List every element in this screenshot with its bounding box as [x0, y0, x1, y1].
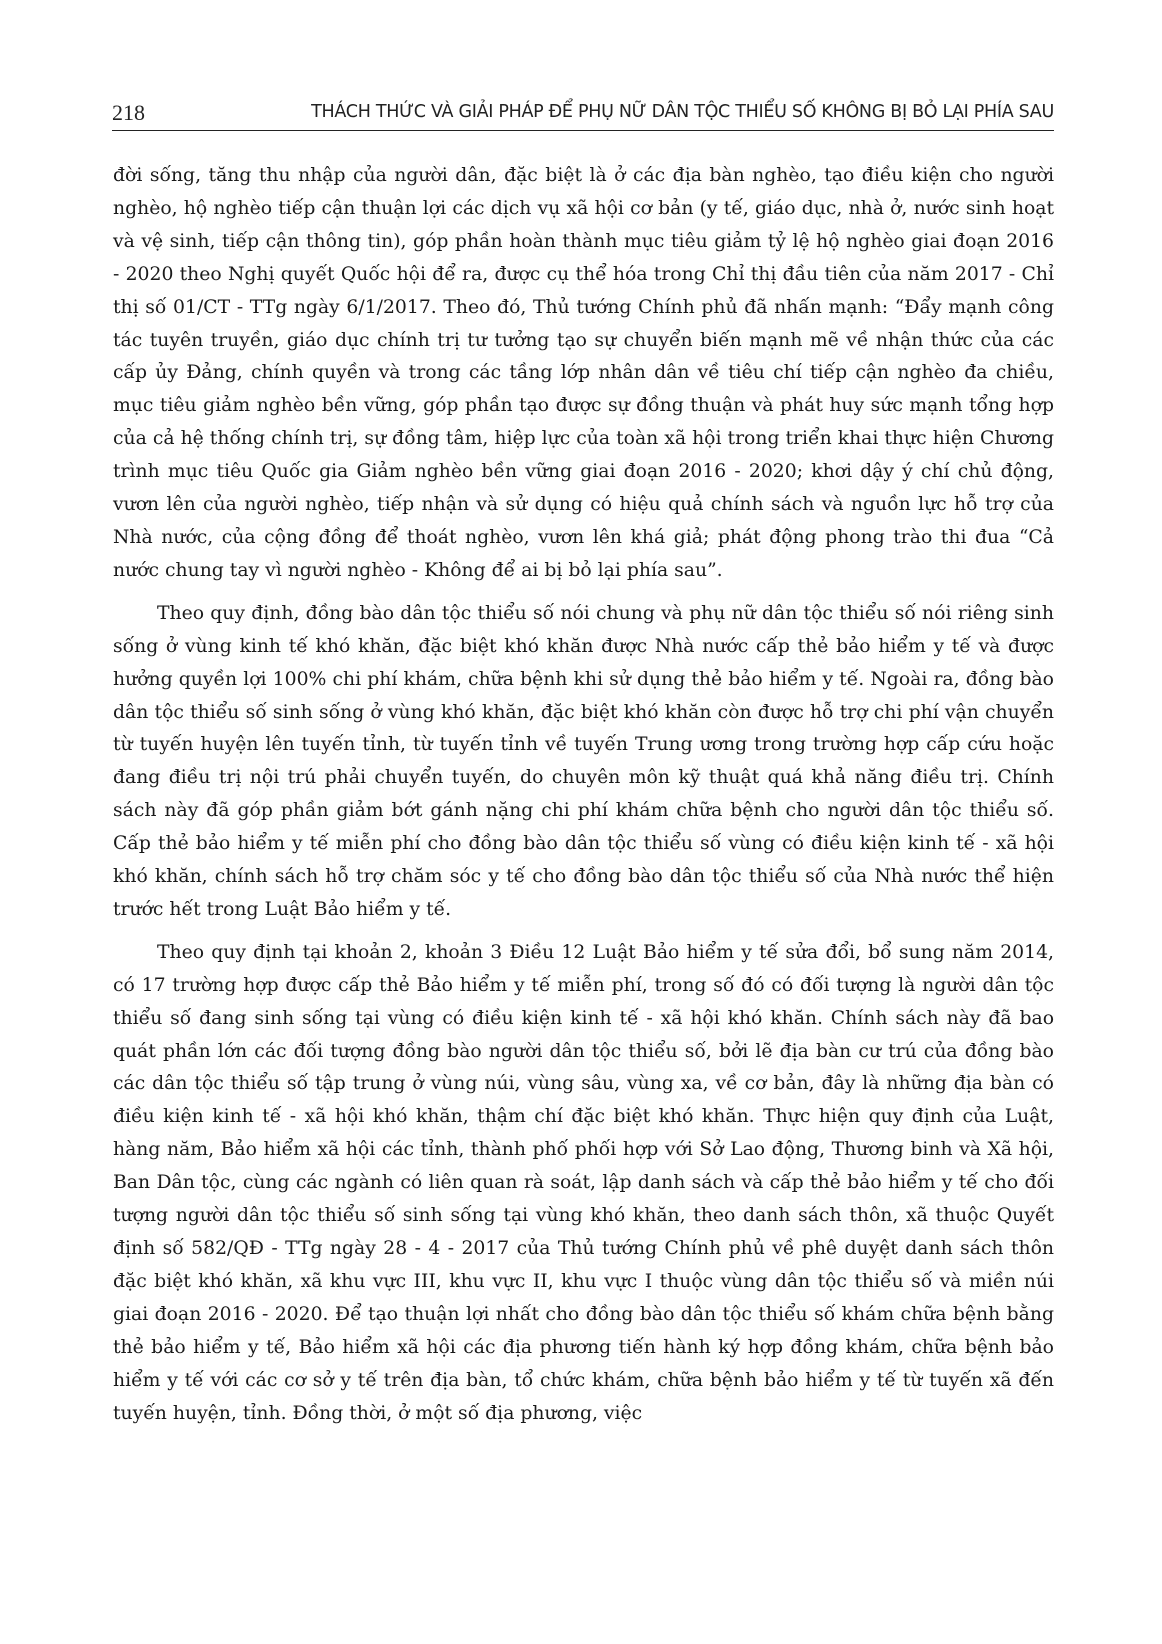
running-header	[112, 96, 1054, 131]
page-number: 218	[112, 100, 145, 125]
body-text	[113, 160, 1054, 1430]
paragraph-insurance-law-article-12: Theo quy định tại khoản 2, khoản 3 Điều 12 Luật Bảo hiểm y tế sửa đổi, bổ sung năm 2014, có 17 trường hợp được cấp thẻ Bảo hiểm y tế miễn phí, trong số đó có đối tượng là người dân tộc thiểu số đang sinh sống tại vùng có điều kiện kinh tế - xã hội khó khăn. Chính sách này đã bao quát phần lớn các đối tượng đồng bào người dân tộc thiểu số, bởi lẽ địa bàn cư trú của đồng bào các dân tộc thiểu số tập trung ở vùng núi, vùng sâu, vùng xa, về cơ bản, đây là những địa bàn có điều kiện kinh tế - xã hội khó khăn, thậm chí đặc biệt khó khăn. Thực hiện quy định của Luật, hàng năm, Bảo hiểm xã hội các tỉnh, thành phố phối hợp với Sở Lao động, Thương binh và Xã hội, Ban Dân tộc, cùng các ngành có liên quan rà soát, lập danh sách và cấp thẻ bảo hiểm y tế cho đối tượng người dân tộc thiểu số sinh sống tại vùng khó khăn, theo danh sách thôn, xã thuộc Quyết định số 582/QĐ - TTg ngày 28 - 4 - 2017 của Thủ tướng Chính phủ về phê duyệt danh sách thôn đặc biệt khó khăn, xã khu vực III, khu vực II, khu vực I thuộc vùng dân tộc thiểu số và miền núi giai đoạn 2016 - 2020. Để tạo thuận lợi nhất cho đồng bào dân tộc thiểu số khám chữa bệnh bằng thẻ bảo hiểm y tế, Bảo hiểm xã hội các địa phương tiến hành ký hợp đồng khám, chữa bệnh bảo hiểm y tế với các cơ sở y tế trên địa bàn, tổ chức khám, chữa bệnh bảo hiểm y tế từ tuyến xã đến tuyến huyện, tỉnh. Đồng thời, ở một số địa phương, việc	[113, 941, 1054, 1424]
paragraph-health-insurance-policy: Theo quy định, đồng bào dân tộc thiểu số nói chung và phụ nữ dân tộc thiểu số nói riêng sinh sống ở vùng kinh tế khó khăn, đặc biệt khó khăn được Nhà nước cấp thẻ bảo hiểm y tế và được hưởng quyền lợi 100% chi phí khám, chữa bệnh khi sử dụng thẻ bảo hiểm y tế. Ngoài ra, đồng bào dân tộc thiểu số sinh sống ở vùng khó khăn, đặc biệt khó khăn còn được hỗ trợ chi phí vận chuyển từ tuyến huyện lên tuyến tỉnh, từ tuyến tỉnh về tuyến Trung ương trong trường hợp cấp cứu hoặc đang điều trị nội trú phải chuyển tuyến, do chuyên môn kỹ thuật quá khả năng điều trị. Chính sách này đã góp phần giảm bớt gánh nặng chi phí khám chữa bệnh cho người dân tộc thiểu số. Cấp thẻ bảo hiểm y tế miễn phí cho đồng bào dân tộc thiểu số vùng có điều kiện kinh tế - xã hội khó khăn, chính sách hỗ trợ chăm sóc y tế cho đồng bào dân tộc thiểu số của Nhà nước thể hiện trước hết trong Luật Bảo hiểm y tế.	[113, 602, 1054, 920]
running-title: THÁCH THỨC VÀ GIẢI PHÁP ĐỂ PHỤ NỮ DÂN TỘC THIỂU SỐ KHÔNG BỊ BỎ LẠI PHÍA SAU	[311, 102, 1054, 122]
paragraph-continuation: đời sống, tăng thu nhập của người dân, đặc biệt là ở các địa bàn nghèo, tạo điều kiện cho người nghèo, hộ nghèo tiếp cận thuận lợi các dịch vụ xã hội cơ bản (y tế, giáo dục, nhà ở, nước sinh hoạt và vệ sinh, tiếp cận thông tin), góp phần hoàn thành mục tiêu giảm tỷ lệ hộ nghèo giai đoạn 2016 - 2020 theo Nghị quyết Quốc hội để ra, được cụ thể hóa trong Chỉ thị đầu tiên của năm 2017 - Chỉ thị số 01/CT - TTg ngày 6/1/2017. Theo đó, Thủ tướng Chính phủ đã nhấn mạnh: “Đẩy mạnh công tác tuyên truyền, giáo dục chính trị tư tưởng tạo sự chuyển biến mạnh mẽ về nhận thức của các cấp ủy Đảng, chính quyền và trong các tầng lớp nhân dân về tiêu chí tiếp cận nghèo đa chiều, mục tiêu giảm nghèo bền vững, góp phần tạo được sự đồng thuận và phát huy sức mạnh tổng hợp của cả hệ thống chính trị, sự đồng tâm, hiệp lực của toàn xã hội trong triển khai thực hiện Chương trình mục tiêu Quốc gia Giảm nghèo bền vững giai đoạn 2016 - 2020; khơi dậy ý chí chủ động, vươn lên của người nghèo, tiếp nhận và sử dụng có hiệu quả chính sách và nguồn lực hỗ trợ của Nhà nước, của cộng đồng để thoát nghèo, vươn lên khá giả; phát động phong trào thi đua “Cả nước chung tay vì người nghèo - Không để ai bị bỏ lại phía sau”.	[113, 165, 1054, 581]
